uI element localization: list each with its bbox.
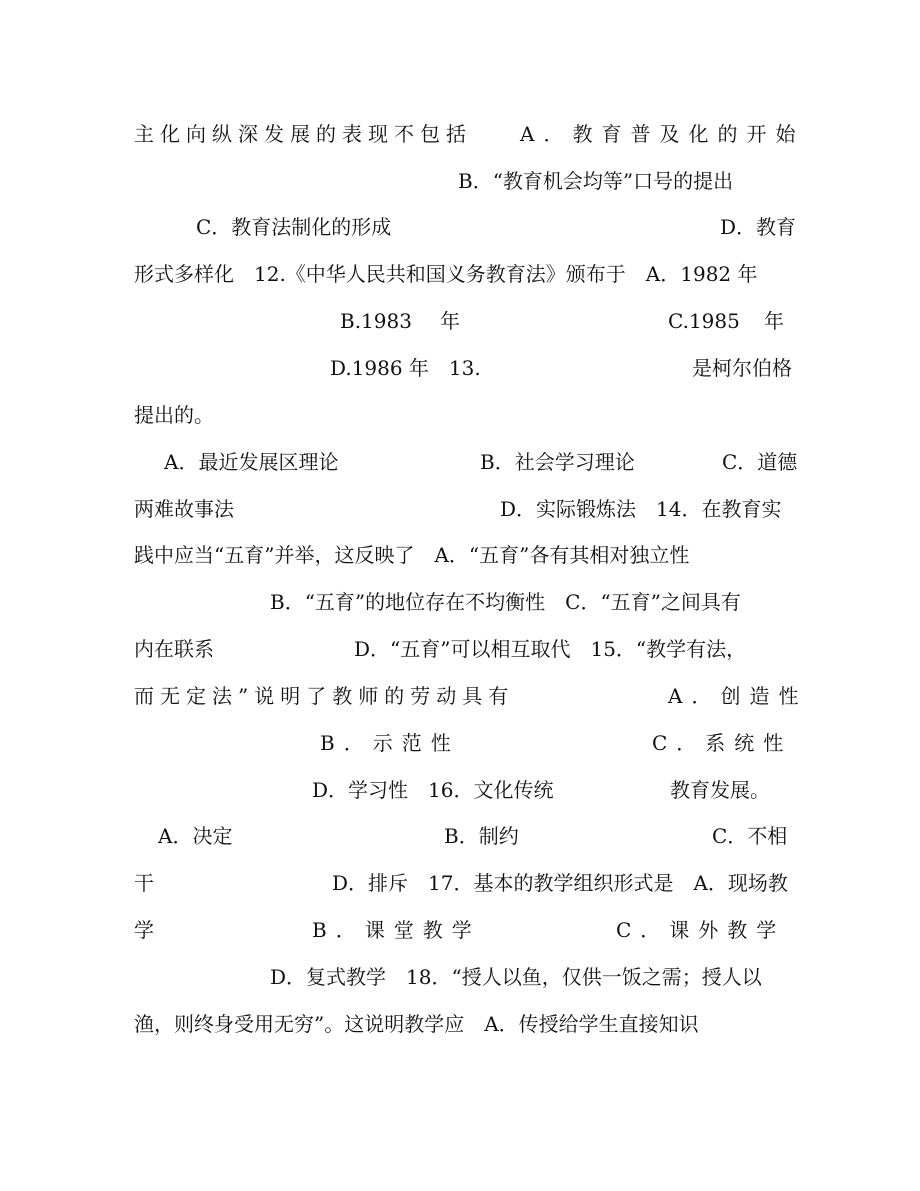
line-6-question-13: 是柯尔伯格 <box>692 356 792 380</box>
line-10-text: 践中应当“五育”并举，这反映了 A．“五育”各有其相对独立性 <box>134 543 690 567</box>
line-9-text: 两难故事法 <box>134 497 234 521</box>
line-17-question-17: D．排斥 17．基本的教学组织形式是 A．现场教 <box>332 871 788 895</box>
line-18-text: 学 <box>134 918 154 942</box>
line-7-text: 提出的。 <box>134 403 214 427</box>
line-8-option-b: B．社会学习理论 <box>480 450 635 474</box>
line-13-text: 而无定法”说明了教师的劳动具有 <box>134 684 515 708</box>
line-4-question-12: 形式多样化 12.《中华人民共和国义务教育法》颁布于 A．1982 年 <box>134 262 758 286</box>
line-1-text: 主化向纵深发展的表现不包括 <box>134 122 472 146</box>
line-20-text: 渔，则终身受用无穷”。这说明教学应 A．传授给学生直接知识 <box>134 1012 699 1036</box>
line-17-text: 干 <box>134 871 154 895</box>
line-14-option-c: C．系统性 <box>652 731 793 755</box>
line-12-text: 内在联系 <box>134 637 214 661</box>
line-13-option-a: A．创造性 <box>668 684 808 708</box>
line-19-question-18: D．复式教学 18．“授人以鱼，仅供一饭之需；授人以 <box>270 965 762 989</box>
line-11-text: B．“五育”的地位存在不均衡性 C．“五育”之间具有 <box>270 590 741 614</box>
line-16-option-a: A．决定 <box>158 824 233 848</box>
line-5-option-c-unit: 年 <box>764 309 784 333</box>
line-9-question-14: D．实际锻炼法 14．在教育实 <box>500 497 782 521</box>
line-8-option-c: C．道德 <box>722 450 798 474</box>
line-2-option-b: B．“教育机会均等”口号的提出 <box>458 169 734 193</box>
line-1-option-a: A．教育普及化的开始 <box>520 122 805 146</box>
line-16-option-c: C．不相 <box>712 824 788 848</box>
line-18-option-c: C．课外教学 <box>616 918 786 942</box>
line-15-option-d: D．学习性 16．文化传统 <box>312 778 554 802</box>
line-16-option-b: B．制约 <box>444 824 519 848</box>
line-15-question-16: 教育发展。 <box>670 778 770 802</box>
line-3-option-c: C．教育法制化的形成 <box>196 215 392 239</box>
line-5-option-b-unit: 年 <box>440 309 460 333</box>
line-8-option-a: A．最近发展区理论 <box>164 450 339 474</box>
line-3-option-d: D．教育 <box>720 215 797 239</box>
line-5-option-c: C.1985 <box>668 309 740 333</box>
line-14-option-b: B．示范性 <box>320 731 460 755</box>
line-6-option-d: D.1986 年 13. <box>330 356 481 380</box>
line-18-option-b: B．课堂教学 <box>312 918 481 942</box>
line-12-question-15: D．“五育”可以相互取代 15．“教学有法， <box>354 637 747 661</box>
line-5-option-b: B.1983 <box>340 309 412 333</box>
